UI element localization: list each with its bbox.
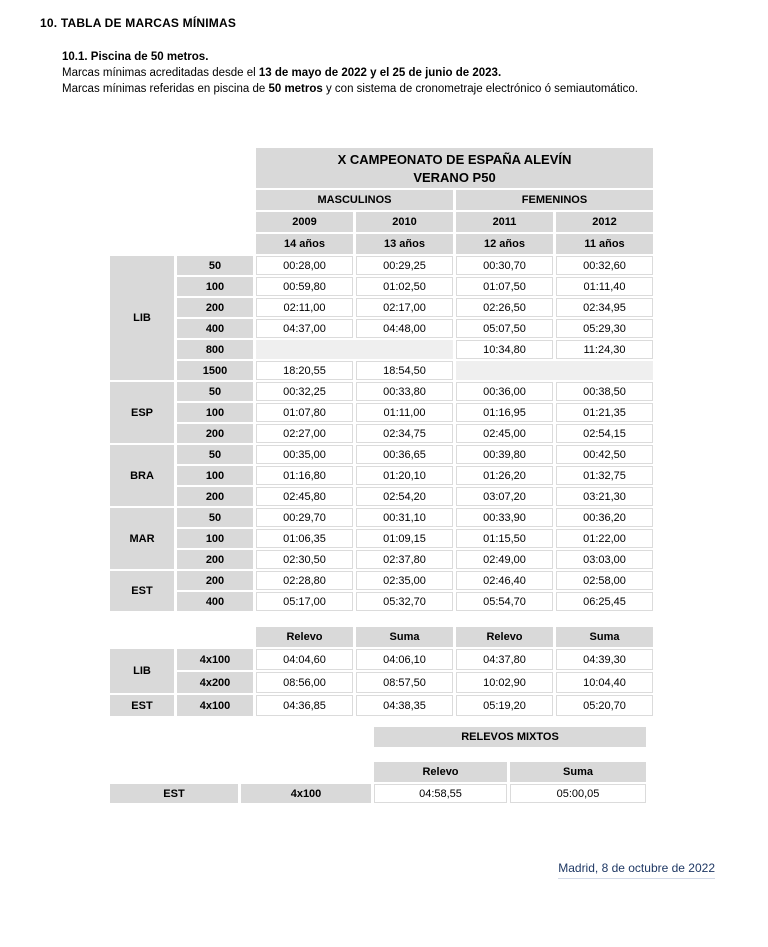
time-cell: 08:57,50 [356, 672, 453, 693]
relay-header: Suma [356, 627, 453, 647]
table-row [110, 445, 653, 464]
distance-label: 100 [177, 277, 253, 296]
time-cell: 00:59,80 [256, 277, 353, 296]
time-cell: 01:32,75 [556, 466, 653, 485]
distance-label: 50 [177, 382, 253, 401]
table-row [110, 382, 653, 401]
time-cell: 02:17,00 [356, 298, 453, 317]
time-cell: 02:27,00 [256, 424, 353, 443]
distance-label: 200 [177, 424, 253, 443]
time-cell: 01:07,80 [256, 403, 353, 422]
table-row [110, 592, 653, 611]
time-cell: 01:07,50 [456, 277, 553, 296]
table-row [110, 571, 653, 590]
time-cell: 00:33,90 [456, 508, 553, 527]
relay-header-row [110, 627, 653, 647]
time-cell: 02:45,00 [456, 424, 553, 443]
time-cell: 01:09,15 [356, 529, 453, 548]
time-cell: 01:15,50 [456, 529, 553, 548]
time-cell: 01:22,00 [556, 529, 653, 548]
time-cell: 00:29,25 [356, 256, 453, 275]
time-cell: 01:21,35 [556, 403, 653, 422]
distance-label: 200 [177, 571, 253, 590]
time-cell: 02:49,00 [456, 550, 553, 569]
time-cell: 11:24,30 [556, 340, 653, 359]
distance-label: 50 [177, 508, 253, 527]
time-cell: 04:37,00 [256, 319, 353, 338]
relay-header: Relevo [374, 762, 507, 782]
group-header-femeninos: FEMENINOS [456, 190, 653, 210]
time-cell: 04:06,10 [356, 649, 453, 670]
time-cell: 04:39,30 [556, 649, 653, 670]
time-cell: 04:04,60 [256, 649, 353, 670]
distance-label: 50 [177, 256, 253, 275]
time-cell: 05:29,30 [556, 319, 653, 338]
time-cell: 02:54,20 [356, 487, 453, 506]
stroke-label-bra: BRA [110, 445, 174, 506]
time-cell: 00:32,25 [256, 382, 353, 401]
distance-label: 100 [177, 529, 253, 548]
time-cell: 00:39,80 [456, 445, 553, 464]
mixed-relay-header-row [110, 762, 646, 782]
year-header: 2009 [256, 212, 353, 232]
time-cell: 04:58,55 [374, 784, 507, 803]
age-header: 13 años [356, 234, 453, 254]
table-title-row [110, 148, 653, 188]
time-cell: 18:20,55 [256, 361, 353, 380]
table-row [110, 466, 653, 485]
relay-header: Suma [510, 762, 646, 782]
time-cell: 00:30,70 [456, 256, 553, 275]
relay-header: Suma [556, 627, 653, 647]
time-cell: 02:11,00 [256, 298, 353, 317]
relay-header: Relevo [256, 627, 353, 647]
distance-label: 200 [177, 550, 253, 569]
time-cell: 02:35,00 [356, 571, 453, 590]
table-title: X CAMPEONATO DE ESPAÑA ALEVÍN VERANO P50 [256, 148, 653, 188]
year-header: 2010 [356, 212, 453, 232]
time-cell: 02:58,00 [556, 571, 653, 590]
time-cell: 03:07,20 [456, 487, 553, 506]
distance-label: 50 [177, 445, 253, 464]
table-row [110, 508, 653, 527]
intro-block [62, 49, 638, 97]
empty-cell [256, 340, 453, 359]
time-cell: 00:31,10 [356, 508, 453, 527]
time-cell: 00:32,60 [556, 256, 653, 275]
time-cell: 10:34,80 [456, 340, 553, 359]
table-row [110, 319, 653, 338]
table-row [110, 487, 653, 506]
time-cell: 01:16,95 [456, 403, 553, 422]
time-cell: 01:06,35 [256, 529, 353, 548]
time-cell: 06:25,45 [556, 592, 653, 611]
time-cell: 02:37,80 [356, 550, 453, 569]
time-cell: 05:54,70 [456, 592, 553, 611]
stroke-label-lib: LIB [110, 256, 174, 380]
table-row [110, 403, 653, 422]
mixed-relay-title-row [110, 727, 646, 747]
group-header-masculinos: MASCULINOS [256, 190, 453, 210]
spacer-row [110, 749, 646, 760]
time-cell: 00:38,50 [556, 382, 653, 401]
time-cell: 00:35,00 [256, 445, 353, 464]
time-cell: 00:33,80 [356, 382, 453, 401]
time-cell: 01:11,40 [556, 277, 653, 296]
event-label: 4x200 [177, 672, 253, 693]
time-cell: 05:17,00 [256, 592, 353, 611]
distance-label: 100 [177, 403, 253, 422]
time-cell: 02:30,50 [256, 550, 353, 569]
relay-table [107, 625, 656, 718]
intro-line-2: Marcas mínimas referidas en piscina de 50 metros y con sistema de cronometraje electrónico ó semiautomático. [62, 83, 638, 95]
time-cell: 05:07,50 [456, 319, 553, 338]
age-header: 12 años [456, 234, 553, 254]
stroke-label-est: EST [110, 784, 238, 803]
mixed-relay-title: RELEVOS MIXTOS [374, 727, 646, 747]
table-row [110, 672, 653, 693]
date-line: Madrid, 8 de octubre de 2022 [558, 861, 715, 879]
event-label: 4x100 [177, 649, 253, 670]
distance-label: 400 [177, 319, 253, 338]
time-cell: 04:37,80 [456, 649, 553, 670]
table-row [110, 340, 653, 359]
distance-label: 1500 [177, 361, 253, 380]
time-cell: 05:19,20 [456, 695, 553, 716]
time-cell: 00:36,00 [456, 382, 553, 401]
distance-label: 400 [177, 592, 253, 611]
table-row [110, 298, 653, 317]
distance-label: 200 [177, 298, 253, 317]
table-row [110, 256, 653, 275]
event-label: 4x100 [177, 695, 253, 716]
time-cell: 04:36,85 [256, 695, 353, 716]
empty-cell [456, 361, 653, 380]
time-cell: 02:26,50 [456, 298, 553, 317]
table-row [110, 529, 653, 548]
distance-label: 200 [177, 487, 253, 506]
time-cell: 05:32,70 [356, 592, 453, 611]
distance-label: 800 [177, 340, 253, 359]
gender-header-row [110, 190, 653, 210]
time-cell: 02:34,75 [356, 424, 453, 443]
time-cell: 18:54,50 [356, 361, 453, 380]
stroke-label-est: EST [110, 571, 174, 611]
time-cell: 10:02,90 [456, 672, 553, 693]
age-header-row [110, 234, 653, 254]
time-cell: 00:28,00 [256, 256, 353, 275]
mixed-relay-table [107, 725, 649, 805]
stroke-label-mar: MAR [110, 508, 174, 569]
distance-label: 100 [177, 466, 253, 485]
time-cell: 08:56,00 [256, 672, 353, 693]
time-cell: 05:00,05 [510, 784, 646, 803]
year-header-row [110, 212, 653, 232]
time-cell: 00:36,65 [356, 445, 453, 464]
time-cell: 01:16,80 [256, 466, 353, 485]
relay-header: Relevo [456, 627, 553, 647]
time-cell: 03:21,30 [556, 487, 653, 506]
time-cell: 02:28,80 [256, 571, 353, 590]
age-header: 14 años [256, 234, 353, 254]
time-cell: 01:02,50 [356, 277, 453, 296]
table-row [110, 695, 653, 716]
year-header: 2011 [456, 212, 553, 232]
time-cell: 04:48,00 [356, 319, 453, 338]
time-cell: 00:42,50 [556, 445, 653, 464]
time-cell: 03:03,00 [556, 550, 653, 569]
stroke-label-est: EST [110, 695, 174, 716]
table-row [110, 550, 653, 569]
time-cell: 02:46,40 [456, 571, 553, 590]
time-cell: 01:26,20 [456, 466, 553, 485]
minimums-table [107, 146, 656, 613]
stroke-label-lib: LIB [110, 649, 174, 693]
time-cell: 02:54,15 [556, 424, 653, 443]
table-row [110, 277, 653, 296]
year-header: 2012 [556, 212, 653, 232]
time-cell: 02:34,95 [556, 298, 653, 317]
intro-line-1: Marcas mínimas acreditadas desde el 13 de mayo de 2022 y el 25 de junio de 2023. [62, 67, 502, 79]
table-row [110, 424, 653, 443]
stroke-label-esp: ESP [110, 382, 174, 443]
event-label: 4x100 [241, 784, 371, 803]
age-header: 11 años [556, 234, 653, 254]
table-row [110, 784, 646, 803]
subsection-heading: 10.1. Piscina de 50 metros. [62, 51, 209, 63]
time-cell: 02:45,80 [256, 487, 353, 506]
time-cell: 01:11,00 [356, 403, 453, 422]
table-row [110, 361, 653, 380]
time-cell: 00:29,70 [256, 508, 353, 527]
time-cell: 04:38,35 [356, 695, 453, 716]
time-cell: 10:04,40 [556, 672, 653, 693]
table-row [110, 649, 653, 670]
time-cell: 01:20,10 [356, 466, 453, 485]
section-heading: 10. TABLA DE MARCAS MÍNIMAS [40, 16, 237, 30]
time-cell: 05:20,70 [556, 695, 653, 716]
time-cell: 00:36,20 [556, 508, 653, 527]
